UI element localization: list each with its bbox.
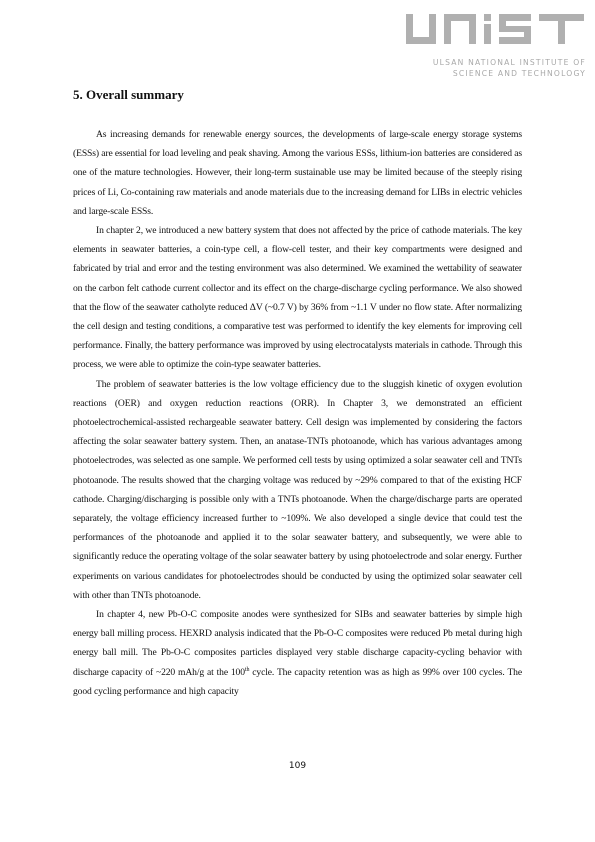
unist-logo xyxy=(404,10,586,86)
body-text xyxy=(73,125,522,701)
paragraph-chapter-4 xyxy=(73,605,522,701)
section-heading: 5. Overall summary xyxy=(73,87,184,102)
page-number: 109 xyxy=(288,761,307,771)
logo-text-line-2: SCIENCE AND TECHNOLOGY xyxy=(452,69,586,78)
ordinal-superscript: th xyxy=(244,666,250,673)
unist-logo-mark xyxy=(404,10,586,50)
paragraph-chapter-3: The problem of seawater batteries is the low voltage efficiency due to the sluggish kinetic of oxygen evolution reactions (OER) and oxygen reduction reactions (ORR). In Chapter 3, we demonstrated an efficient photoelectrochemical-assisted rechargeable seawater battery. Cell design was implemented by considering the factors affecting the solar seawater battery system. Then, an anatase-TNTs photoanode, which has various advantages among photoelectrodes, was selected as one sample. We performed cell tests by using optimized a solar seawater cell and TNTs photoanode. The results showed that the charging voltage was reduced by ~29% compared to that of the existing HCF cathode. Charging/discharging is possible only with a TNTs photoanode. When the charge/discharge parts are operated separately, the voltage efficiency increased further to ~109%. We also developed a single device that could test the performances of the photoanode and applied it to the solar seawater battery, and subsequently, we were able to significantly reduce the operating voltage of the solar seawater battery by using photoelectrode and solar energy. Further experiments on various candidates for photoelectrodes should be conducted by using the optimized solar seawater cell with other than TNTs photoanode. xyxy=(73,378,522,601)
paragraph-chapter-4-text-start: In chapter 4, new Pb-O-C composite anodes were synthesized for SIBs and seawater batteries by simple high energy ball milling process. HEXRD analysis indicated that the Pb-O-C composites were reduced Pb metal during high energy ball mill. The Pb-O-C composites particles displayed very stable discharge capacity-cycling behavior with discharge capacity of ~220 mAh/g at the 100 xyxy=(73,609,522,678)
logo-text-line-1: ULSAN NATIONAL INSTITUTE OF xyxy=(432,58,586,67)
paragraph-chapter-2: In chapter 2, we introduced a new battery system that does not affected by the price of cathode materials. The key elements in seawater batteries, a coin-type cell, a flow-cell tester, and their key compartments were designed and fabricated by trial and error and the testing environment was also determined. We examined the wettability of seawater on the carbon felt cathode current collector and its effect on the charge-discharge cycling performance. We also showed that the flow of the seawater catholyte reduced ΔV (~0.7 V) by 36% from ~1.1 V under no flow state. After normalizing the cell design and testing conditions, a comparative test was performed to identify the key elements for improving cell performance. Finally, the battery performance was improved by using electrocatalysts materials in cathode. Through this process, we were able to optimize the coin-type seawater batteries. xyxy=(73,225,522,371)
paragraph-intro: As increasing demands for renewable energy sources, the developments of large-scale energy storage systems (ESSs) are essential for load leveling and peak shaving. Among the various ESSs, lithium-ion batteries are considered as one of the mature technologies. However, their long-term sustainable use may be limited because of the steeply rising prices of Li, Co-containing raw materials and anode materials due to the increasing demand for LIBs in electric vehicles and large-scale ESSs. xyxy=(73,129,522,217)
paragraph-chapter-4-text-end: cycle. The capacity retention was as high as 99% over 100 cycles. The good cycling performance and high capacity xyxy=(73,666,522,697)
